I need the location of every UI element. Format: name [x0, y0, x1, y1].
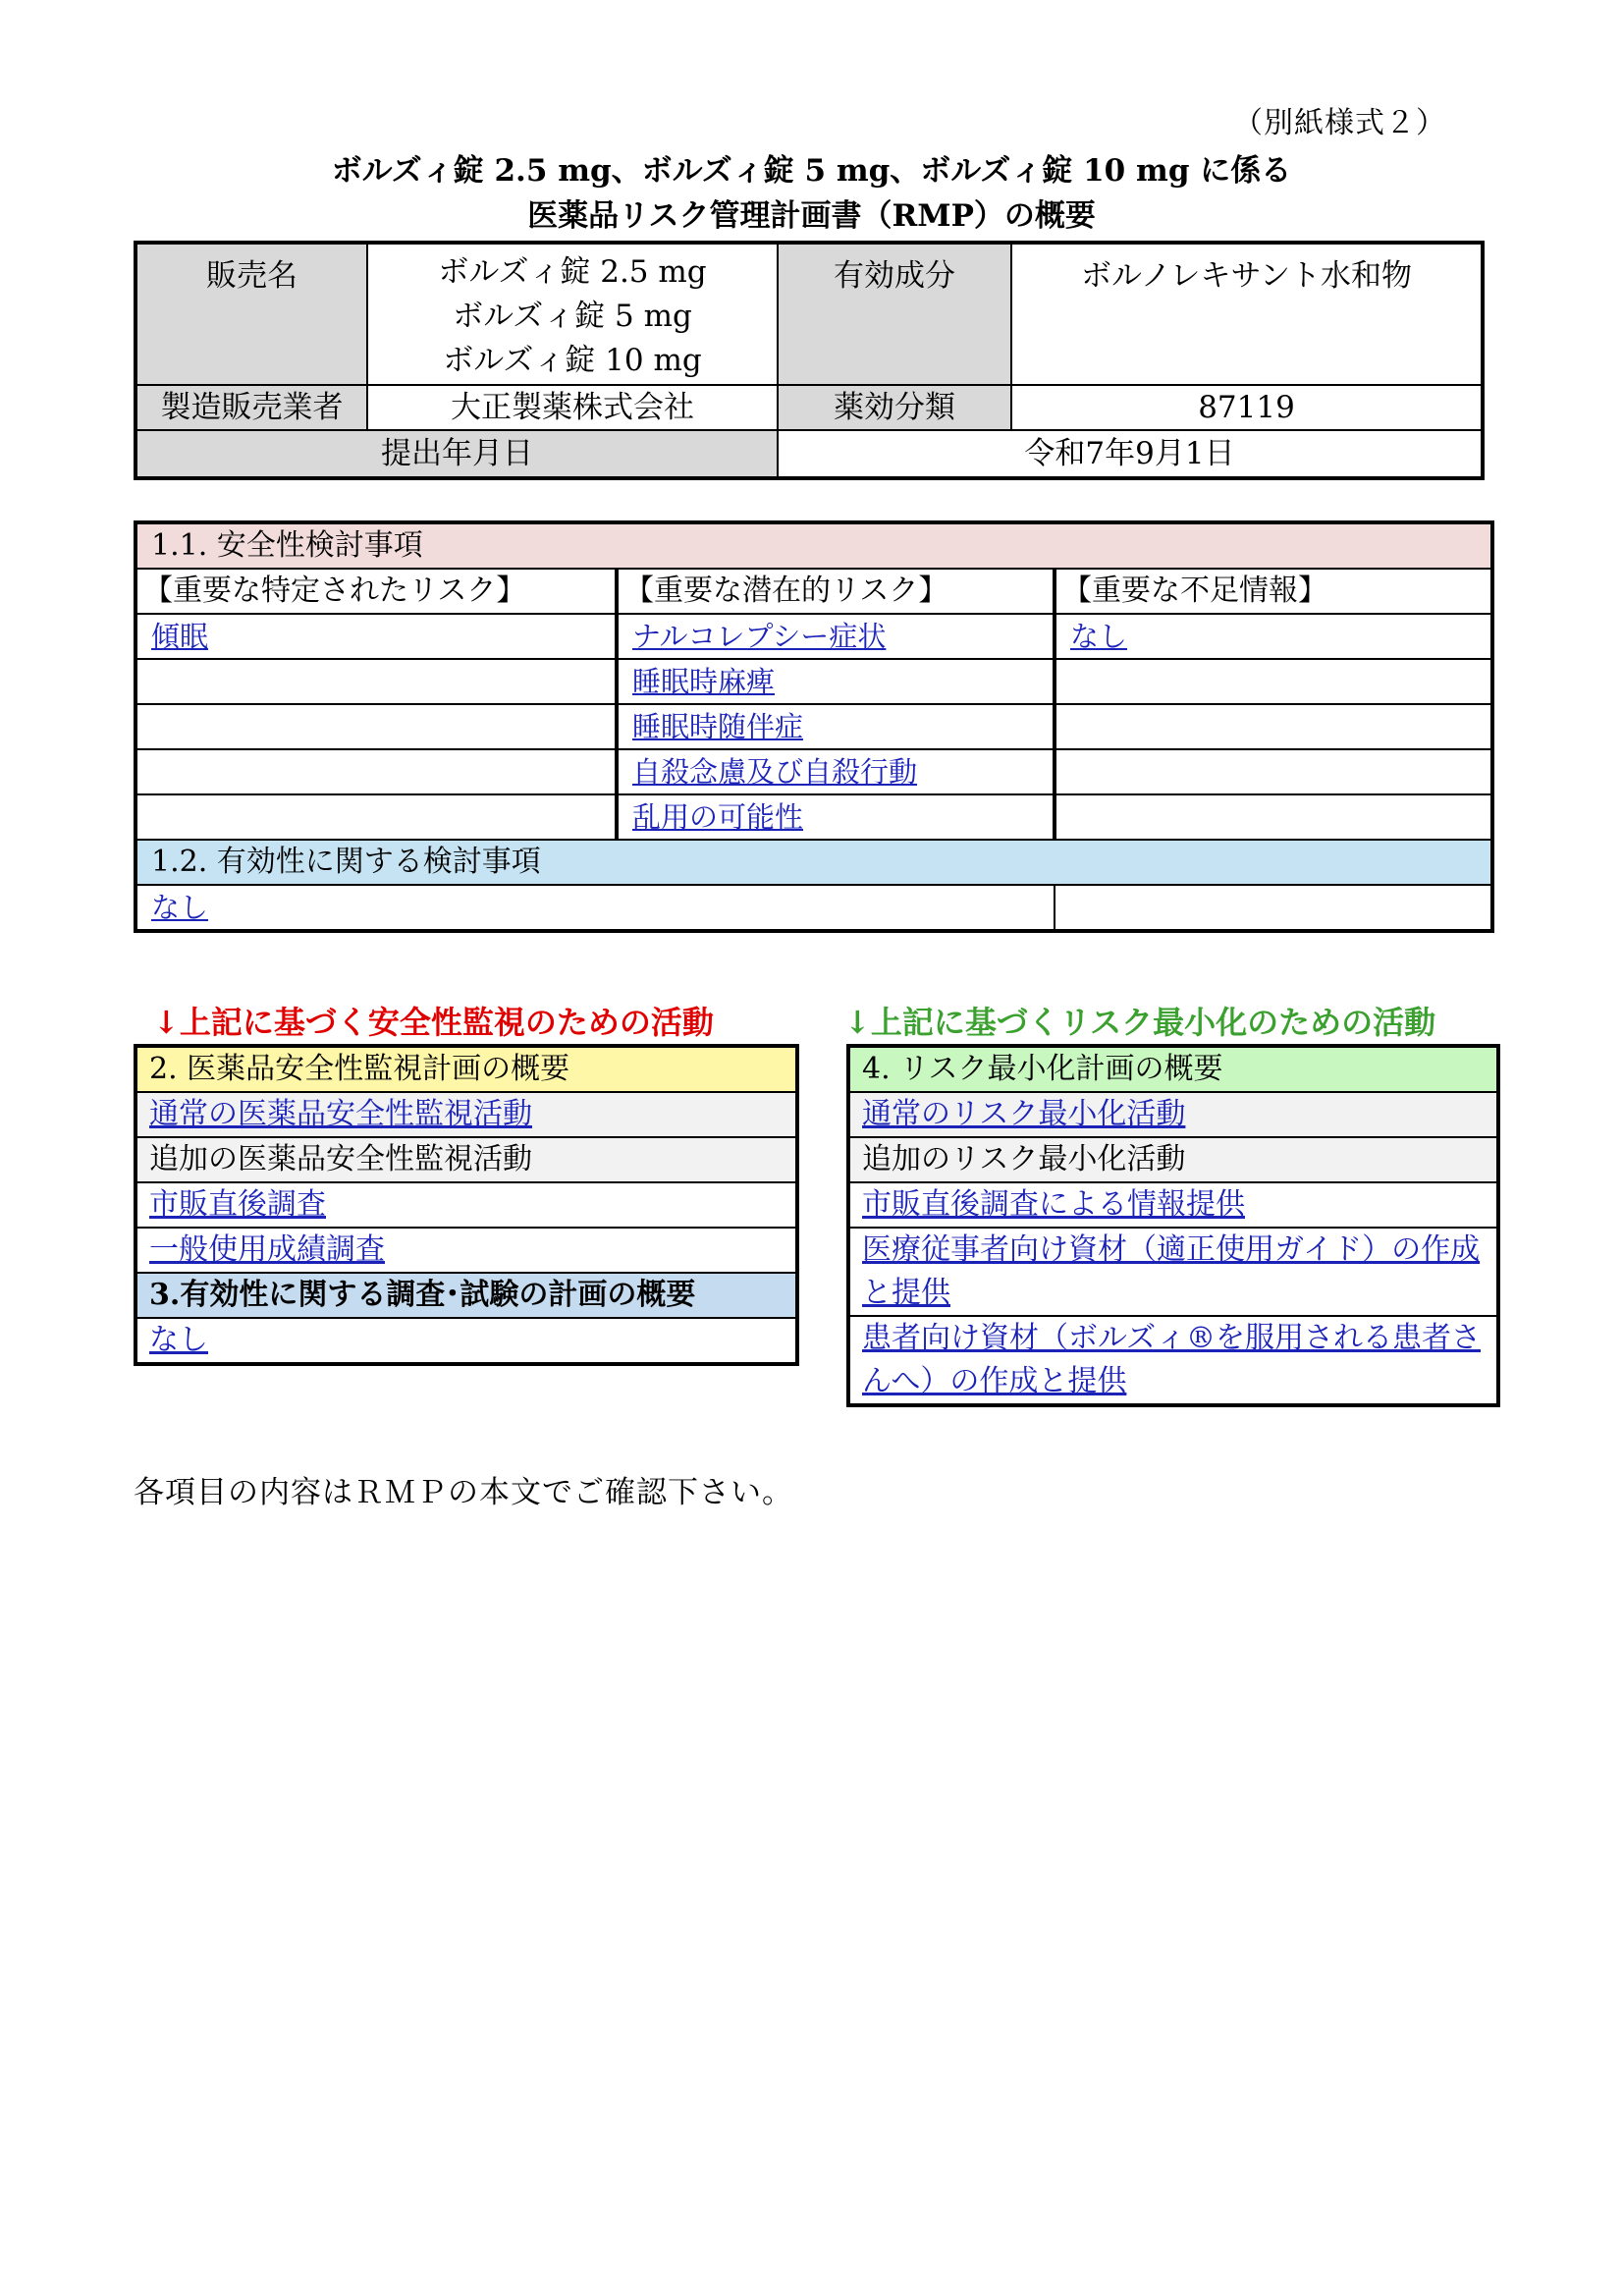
risk-minimization-plan-table — [846, 1044, 1500, 1407]
company-value: 大正製薬株式会社 — [367, 385, 778, 430]
empty-cell — [1055, 794, 1492, 840]
additional-rm-label: 追加のリスク最小化活動 — [848, 1137, 1498, 1182]
routine-rm-link[interactable]: 通常のリスク最小化活動 — [862, 1097, 1186, 1131]
empty-cell — [1055, 749, 1492, 794]
risk-minimization-arrow-caption: ↓上記に基づくリスク最小化のための活動 — [844, 1004, 1436, 1041]
document-title-line1: ボルズィ錠 2.5 mg、ボルズィ錠 5 mg、ボルズィ錠 10 mg に係る — [331, 153, 1292, 189]
additional-rm-item — [848, 1228, 1498, 1316]
missing-info-link[interactable]: なし — [1070, 620, 1128, 653]
empty-cell — [1055, 704, 1492, 749]
pharmacovigilance-arrow-caption: ↓上記に基づく安全性監視のための活動 — [153, 1004, 714, 1041]
potential-risk-link[interactable]: ナルコレプシー症状 — [632, 620, 887, 653]
empty-cell — [135, 659, 617, 704]
company-label: 製造販売業者 — [135, 385, 367, 430]
category-label: 薬効分類 — [778, 385, 1011, 430]
safety-section-title: 1.1. 安全性検討事項 — [135, 522, 1492, 569]
submission-date-value: 令和7年9月1日 — [778, 430, 1483, 478]
routine-pv-cell — [135, 1092, 797, 1137]
potential-risk-link[interactable]: 睡眠時麻痺 — [632, 665, 776, 698]
footer-note: 各項目の内容はＲＭＰの本文でご確認下さい。 — [134, 1475, 793, 1510]
missing-info-cell — [1055, 614, 1492, 659]
additional-pv-label: 追加の医薬品安全性監視活動 — [135, 1137, 797, 1182]
additional-rm-item — [848, 1182, 1498, 1228]
potential-risk-cell — [617, 659, 1055, 704]
routine-rm-cell — [848, 1092, 1498, 1137]
efficacy-item-cell — [135, 885, 1055, 931]
efficacy-section-title: 1.2. 有効性に関する検討事項 — [135, 840, 1492, 885]
product-info-table — [134, 241, 1485, 480]
product-name-cell — [367, 243, 778, 385]
potential-risks-header: 【重要な潜在的リスク】 — [617, 569, 1055, 614]
category-value: 87119 — [1011, 385, 1483, 430]
additional-pv-link[interactable]: 一般使用成績調査 — [149, 1232, 385, 1267]
empty-cell — [135, 749, 617, 794]
additional-rm-link[interactable]: 患者向け資材（ボルズィ®を服用される患者さんへ）の作成と提供 — [862, 1321, 1481, 1398]
empty-cell — [135, 794, 617, 840]
routine-pv-link[interactable]: 通常の医薬品安全性監視活動 — [149, 1097, 532, 1131]
efficacy-plan-item — [135, 1318, 797, 1364]
pharmacovigilance-plan-table — [134, 1044, 799, 1366]
potential-risk-link[interactable]: 乱用の可能性 — [632, 800, 804, 834]
potential-risk-cell — [617, 749, 1055, 794]
efficacy-plan-title: 3.有効性に関する調査･試験の計画の概要 — [135, 1273, 797, 1318]
ingredient-value: ボルノレキサント水和物 — [1011, 243, 1483, 385]
product-name-label: 販売名 — [135, 243, 367, 385]
empty-cell — [135, 704, 617, 749]
potential-risk-link[interactable]: 自殺念慮及び自殺行動 — [632, 755, 918, 789]
product-name-2: ボルズィ錠 5 mg — [453, 299, 692, 334]
potential-risk-link[interactable]: 睡眠時随伴症 — [632, 710, 804, 743]
empty-cell — [1055, 659, 1492, 704]
additional-pv-item — [135, 1228, 797, 1273]
identified-risk-link[interactable]: 傾眠 — [151, 620, 209, 653]
additional-rm-link[interactable]: 市販直後調査による情報提供 — [862, 1187, 1245, 1222]
identified-risk-cell — [135, 614, 617, 659]
additional-pv-link[interactable]: 市販直後調査 — [149, 1187, 326, 1222]
additional-rm-item — [848, 1316, 1498, 1405]
additional-pv-item — [135, 1182, 797, 1228]
pharmacovigilance-title: 2. 医薬品安全性監視計画の概要 — [135, 1046, 797, 1092]
product-name-3: ボルズィ錠 10 mg — [443, 343, 702, 378]
efficacy-plan-link[interactable]: なし — [149, 1323, 208, 1357]
submission-date-label: 提出年月日 — [135, 430, 778, 478]
safety-specification-table — [134, 520, 1494, 933]
potential-risk-cell — [617, 794, 1055, 840]
empty-cell — [1055, 885, 1492, 931]
potential-risk-cell — [617, 704, 1055, 749]
additional-rm-link[interactable]: 医療従事者向け資材（適正使用ガイド）の作成と提供 — [862, 1232, 1481, 1310]
risk-minimization-title: 4. リスク最小化計画の概要 — [848, 1046, 1498, 1092]
missing-info-header: 【重要な不足情報】 — [1055, 569, 1492, 614]
potential-risk-cell — [617, 614, 1055, 659]
document-title-line2: 医薬品リスク管理計画書（RMP）の概要 — [527, 198, 1096, 234]
product-name-1: ボルズィ錠 2.5 mg — [438, 254, 707, 290]
identified-risks-header: 【重要な特定されたリスク】 — [135, 569, 617, 614]
form-label: （別紙様式２） — [1233, 106, 1446, 140]
efficacy-item-link[interactable]: なし — [151, 891, 209, 924]
ingredient-label: 有効成分 — [778, 243, 1011, 385]
